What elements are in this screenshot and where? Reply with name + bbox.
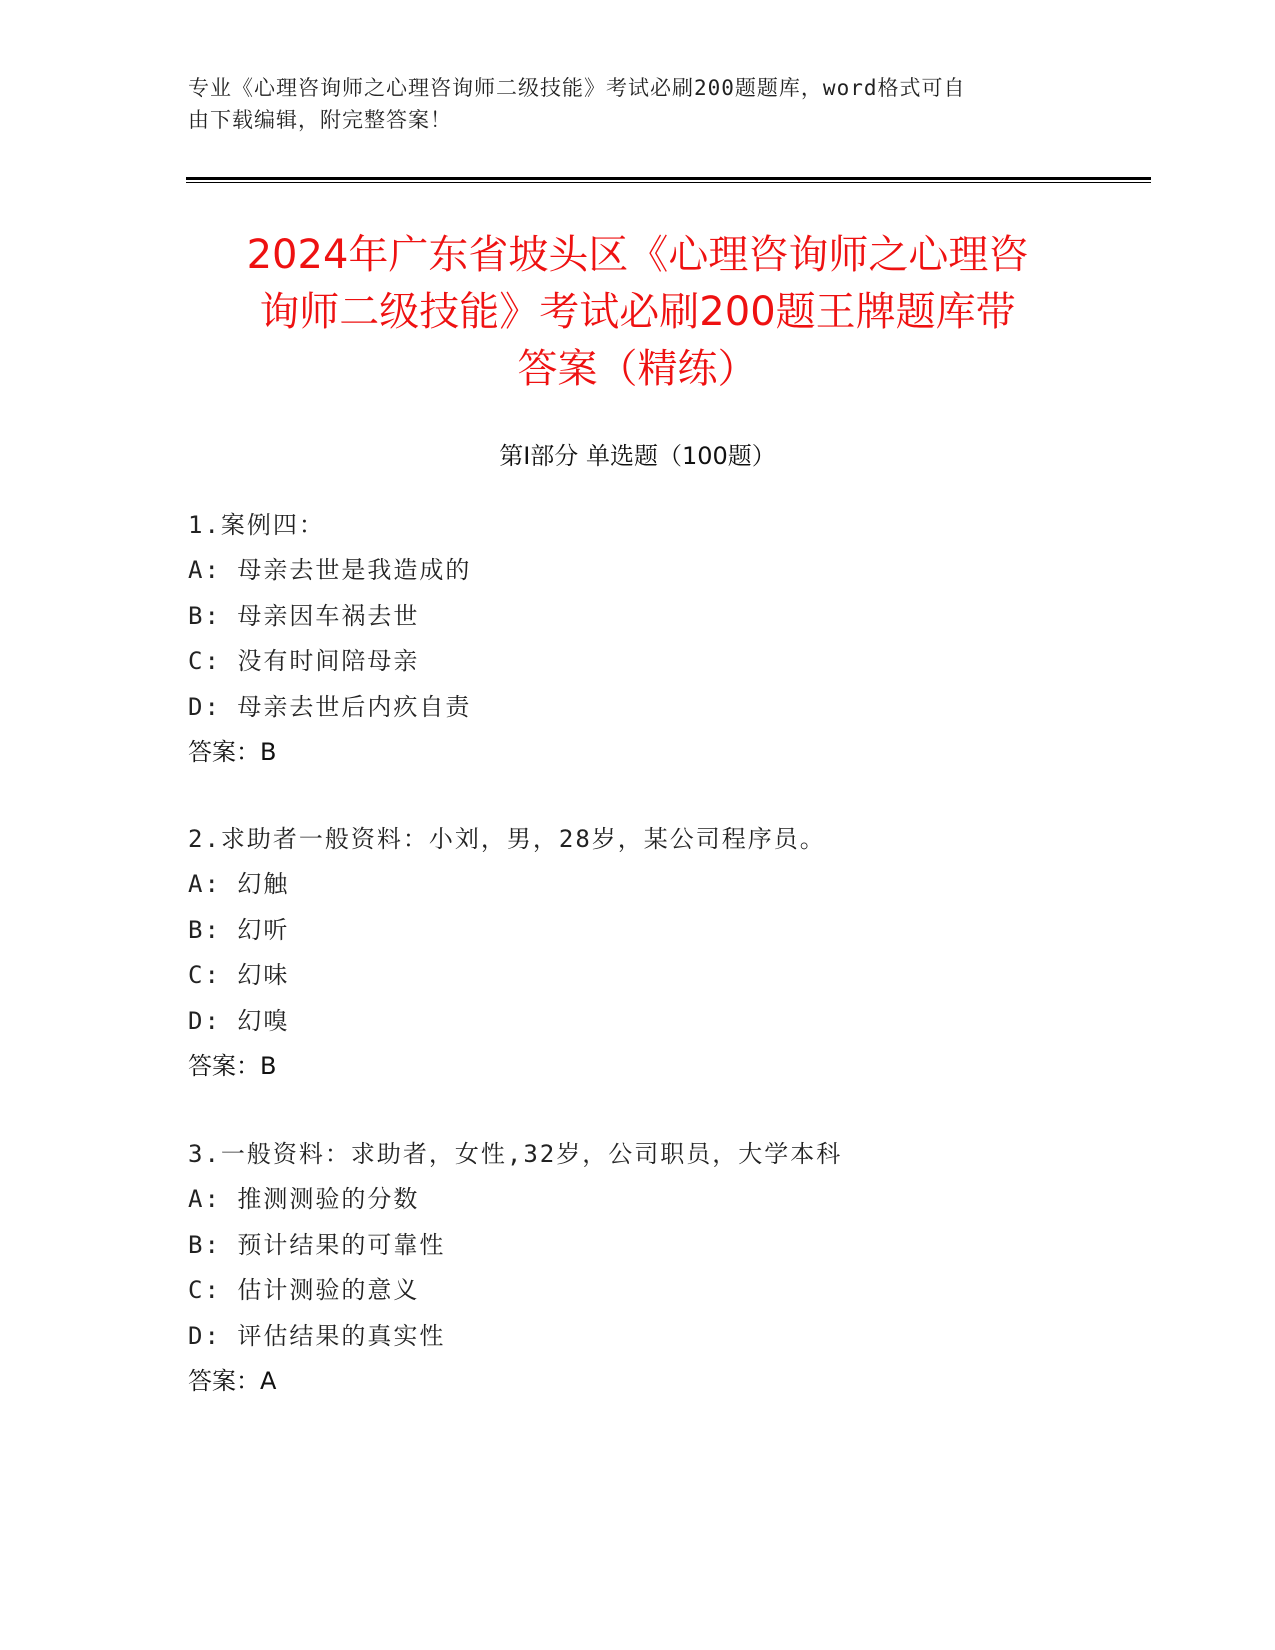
option-c: C: 估计测验的意义 (188, 1276, 420, 1305)
option-d: D: 评估结果的真实性 (188, 1321, 446, 1350)
title-line: 答案（精练） (517, 346, 758, 392)
intro-text (188, 72, 1088, 136)
option-d: D: 母亲去世后内疚自责 (188, 692, 472, 721)
intro-line: 专业《心理咨询师之心理咨询师二级技能》考试必刷200题题库，word格式可自 (188, 76, 966, 100)
section-heading: 第Ⅰ部分 单选题（100题） (499, 442, 776, 470)
option-c: C: 幻味 (188, 961, 290, 990)
option-c: C: 没有时间陪母亲 (188, 647, 420, 676)
title-line: 询师二级技能》考试必刷200题王牌题库带 (259, 289, 1016, 335)
question-block (188, 503, 1148, 775)
answer: 答案：A (188, 1366, 277, 1395)
option-b: B: 母亲因车祸去世 (188, 601, 420, 630)
header-divider (186, 177, 1151, 180)
option-b: B: 幻听 (188, 915, 290, 944)
question-block (188, 1132, 1148, 1404)
question-stem: 1.案例四： (188, 511, 325, 539)
question-stem: 2.求助者一般资料：小刘，男，28岁，某公司程序员。 (188, 825, 826, 853)
header-divider-thin (186, 182, 1151, 183)
option-d: D: 幻嗅 (188, 1006, 290, 1035)
intro-line: 由下载编辑，附完整答案！ (188, 108, 452, 132)
option-a: A: 幻触 (188, 870, 290, 899)
option-a: A: 推测测验的分数 (188, 1185, 420, 1214)
document-title (160, 227, 1115, 398)
answer: 答案：B (188, 737, 277, 766)
answer: 答案：B (188, 1051, 277, 1080)
title-line: 2024年广东省坡头区《心理咨询师之心理咨 (246, 232, 1029, 278)
question-stem: 3.一般资料：求助者，女性,32岁，公司职员，大学本科 (188, 1140, 843, 1168)
option-b: B: 预计结果的可靠性 (188, 1230, 446, 1259)
option-a: A: 母亲去世是我造成的 (188, 556, 472, 585)
question-block (188, 817, 1148, 1089)
